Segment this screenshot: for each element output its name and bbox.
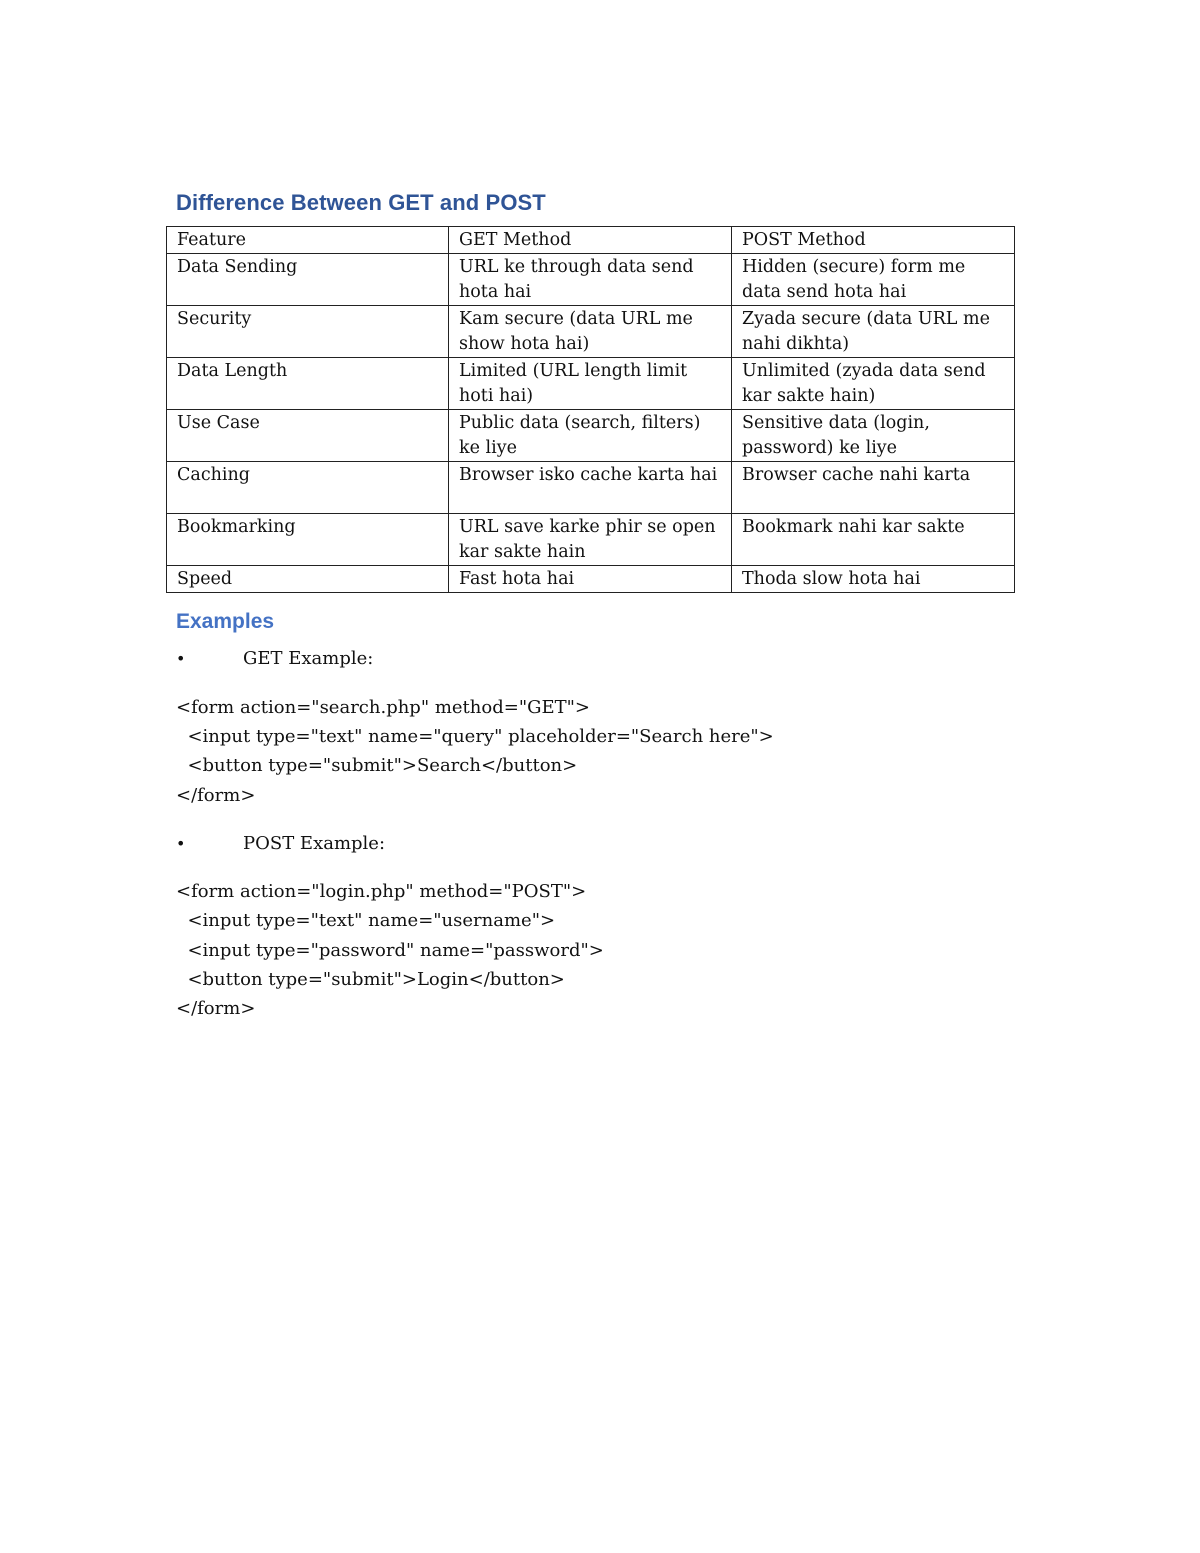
header-cell-post: POST Method (732, 227, 1015, 254)
header-cell-feature: Feature (167, 227, 449, 254)
post-example-label: POST Example: (243, 833, 386, 854)
get-example-label: GET Example: (243, 648, 374, 669)
table-row (167, 514, 1015, 566)
table-cell: Bookmarking (167, 514, 449, 566)
table-cell: URL save karke phir se open kar sakte hain (449, 514, 732, 566)
table-cell: Browser cache nahi karta (732, 462, 1015, 514)
bullet-icon: • (176, 649, 186, 668)
table-cell: Speed (167, 566, 449, 593)
table-cell: Browser isko cache karta hai (449, 462, 732, 514)
table-cell: Security (167, 306, 449, 358)
get-code-line: </form> (176, 785, 256, 806)
table-header-row (167, 227, 1015, 254)
post-code-line: <form action="login.php" method="POST"> (176, 881, 587, 902)
table-cell: Unlimited (zyada data send kar sakte hain) (732, 358, 1015, 410)
post-code-line: <input type="password" name="password"> (176, 940, 604, 961)
table-cell: Use Case (167, 410, 449, 462)
post-code-line: <input type="text" name="username"> (176, 910, 556, 931)
table-row (167, 306, 1015, 358)
get-code-line: <input type="text" name="query" placeholder="Search here"> (176, 726, 774, 747)
table-row (167, 254, 1015, 306)
table-cell: Data Length (167, 358, 449, 410)
table-row (167, 462, 1015, 514)
bullet-icon: • (176, 834, 186, 853)
table-row (167, 358, 1015, 410)
table-cell: Thoda slow hota hai (732, 566, 1015, 593)
table-cell: Sensitive data (login, password) ke liye (732, 410, 1015, 462)
table-cell: Fast hota hai (449, 566, 732, 593)
table-cell: Limited (URL length limit hoti hai) (449, 358, 732, 410)
page-title: Difference Between GET and POST (176, 190, 546, 215)
table-cell: Data Sending (167, 254, 449, 306)
post-code-line: <button type="submit">Login</button> (176, 969, 565, 990)
examples-heading: Examples (176, 610, 275, 633)
table-cell: Zyada secure (data URL me nahi dikhta) (732, 306, 1015, 358)
table-cell: Bookmark nahi kar sakte (732, 514, 1015, 566)
table-row (167, 566, 1015, 593)
table-row (167, 410, 1015, 462)
comparison-table (166, 226, 1015, 593)
table-cell: Hidden (secure) form me data send hota hai (732, 254, 1015, 306)
table-cell: Kam secure (data URL me show hota hai) (449, 306, 732, 358)
table-cell: Caching (167, 462, 449, 514)
get-code-line: <form action="search.php" method="GET"> (176, 697, 590, 718)
header-cell-get: GET Method (449, 227, 732, 254)
post-code-line: </form> (176, 998, 256, 1019)
get-code-line: <button type="submit">Search</button> (176, 755, 578, 776)
table-cell: Public data (search, filters) ke liye (449, 410, 732, 462)
table-cell: URL ke through data send hota hai (449, 254, 732, 306)
